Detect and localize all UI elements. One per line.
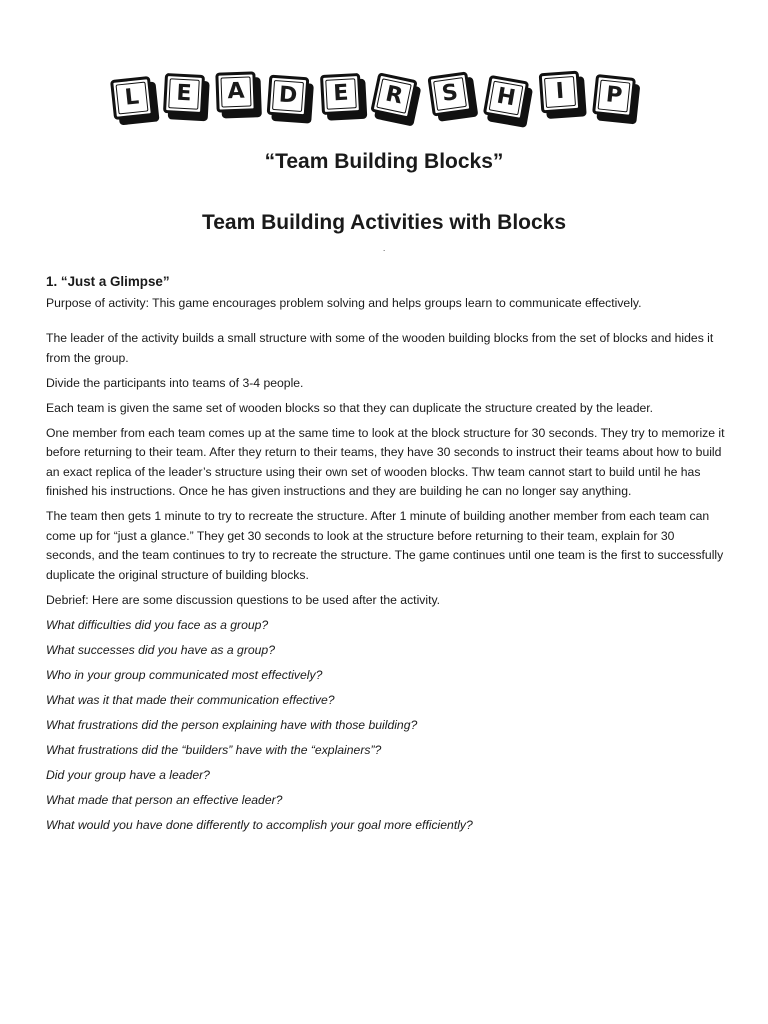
discussion-question: What difficulties did you face as a group? [46, 617, 269, 632]
letter-block: I [539, 71, 582, 114]
discussion-question: Who in your group communicated most effectively? [46, 667, 323, 682]
letter-block: P [592, 74, 636, 118]
paragraph: Divide the participants into teams of 3-4 people. [46, 375, 304, 390]
discussion-question: What made that person an effective leader? [46, 792, 283, 807]
discussion-question: What frustrations did the person explaining have with those building? [46, 717, 418, 732]
document-subtitle: Team Building Activities with Blocks [201, 211, 567, 234]
letter-block: E [163, 73, 205, 115]
paragraph: The leader of the activity builds a small structure with some of the wooden building blocks from the set of blocks and hides it from the group. [46, 331, 714, 365]
letter-block: L [110, 76, 154, 120]
discussion-question: What would you have done differently to accomplish your goal more efficiently? [46, 817, 473, 832]
leadership-banner [108, 66, 648, 130]
paragraph: Each team is given the same set of wooden blocks so that they can duplicate the structure created by the leader. [46, 400, 654, 415]
letter-block: E [320, 73, 362, 115]
letter-block: R [370, 72, 417, 119]
activity-section [46, 272, 726, 841]
discussion-question: What was it that made their communication effective? [46, 692, 335, 707]
letter-block: H [483, 75, 529, 121]
paragraph: The team then gets 1 minute to try to recreate the structure. After 1 minute of building another member from each team can come up for “just a glance.” They get 30 seconds to look at the structure before returning to their team, explain for 30 seconds, and the team continues to try to recreate the structure. The game continues until one team is the first to successfully duplicate the original structure of building blocks. [46, 509, 724, 582]
separator-dot: . [383, 244, 386, 253]
discussion-question: What frustrations did the “builders” have with the “explainers”? [46, 742, 382, 757]
purpose-text: Purpose of activity: This game encourages problem solving and helps groups learn to communicate effectively. [46, 295, 642, 310]
discussion-question: Did your group have a leader? [46, 767, 210, 782]
document-title: “Team Building Blocks” [264, 150, 504, 173]
activity-heading: 1. “Just a Glimpse” [46, 274, 170, 289]
letter-block: A [215, 71, 256, 112]
paragraph: One member from each team comes up at the same time to look at the block structure for 30 seconds. They try to memorize it before returning to their team. After they return to their teams, they have 30 seconds to instruct their teams about how to build an exact replica of the leader’s structure using their own set of wooden blocks. Thw team cannot start to build until he has finished his instructions. Once he has given instructions and they are building he can no longer say anything. [46, 425, 725, 498]
letter-block: D [267, 75, 310, 118]
discussion-question: What successes did you have as a group? [46, 642, 275, 657]
debrief-text: Debrief: Here are some discussion questions to be used after the activity. [46, 592, 441, 607]
letter-block: S [427, 71, 472, 116]
